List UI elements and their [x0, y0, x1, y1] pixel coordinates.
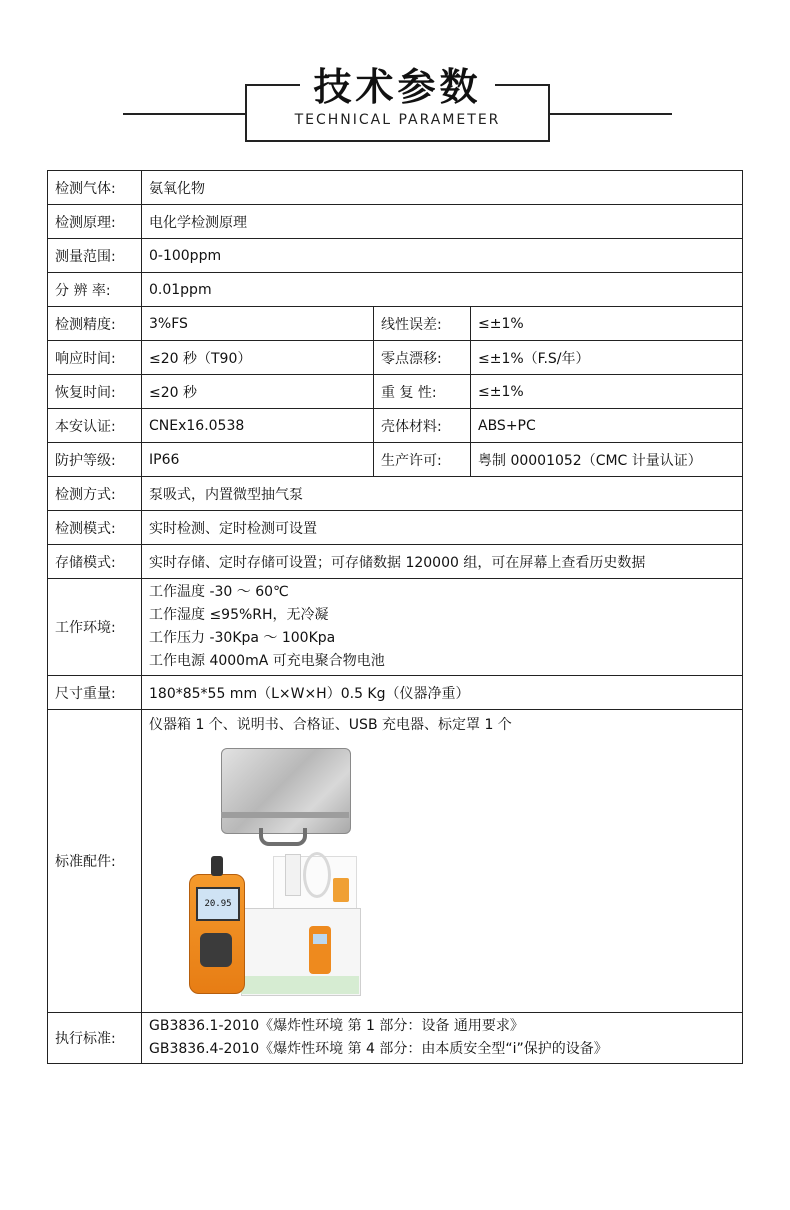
- environment-line: 工作压力 -30Kpa ～ 100Kpa: [149, 630, 336, 646]
- case-handle: [259, 828, 307, 846]
- row-label: 分 辨 率:: [48, 273, 142, 307]
- row-label: 测量范围:: [48, 239, 142, 273]
- row-value: ≤±1%: [471, 375, 743, 409]
- row-value: 实时存储、定时存储可设置；可存储数据 120000 组，可在屏幕上查看历史数据: [142, 545, 743, 579]
- row-value: 实时检测、定时检测可设置: [142, 511, 743, 545]
- manual-band: [241, 976, 359, 994]
- row-label: 检测气体:: [48, 171, 142, 205]
- page-subtitle: TECHNICAL PARAMETER: [294, 112, 501, 128]
- environment-line: 工作电源 4000mA 可充电聚合物电池: [149, 653, 385, 669]
- row-label: 检测原理:: [48, 205, 142, 239]
- spec-table: [47, 170, 743, 1064]
- row-value: 电化学检测原理: [142, 205, 743, 239]
- row-value: 180*85*55 mm（L×W×H）0.5 Kg（仪器净重）: [142, 676, 743, 710]
- device-screen: 20.95: [196, 887, 240, 921]
- environment-values: [142, 579, 743, 676]
- table-row: [48, 273, 743, 307]
- table-row: [48, 171, 743, 205]
- row-label: 检测模式:: [48, 511, 142, 545]
- product-photo: [204, 748, 409, 998]
- row-label: 零点漂移:: [374, 341, 471, 375]
- accessories-text: 仪器箱 1 个、说明书、合格证、USB 充电器、标定罩 1 个: [149, 717, 512, 733]
- row-value: 泵吸式，内置微型抽气泵: [142, 477, 743, 511]
- row-value: ≤20 秒: [142, 375, 374, 409]
- row-label: 壳体材料:: [374, 409, 471, 443]
- row-value: 3%FS: [142, 307, 374, 341]
- card-image: [285, 854, 301, 896]
- usb-cable-image: [303, 852, 331, 898]
- row-label: 线性误差:: [374, 307, 471, 341]
- row-value: 氨氧化物: [142, 171, 743, 205]
- table-row: [48, 477, 743, 511]
- accessories-cell: [142, 710, 743, 1013]
- standards-values: [142, 1013, 743, 1064]
- row-label: 生产许可:: [374, 443, 471, 477]
- standard-line: GB3836.4-2010《爆炸性环境 第 4 部分：由本质安全型“i”保护的设备》: [149, 1041, 608, 1057]
- table-row: [48, 443, 743, 477]
- instrument-case-image: [221, 748, 351, 834]
- row-label: 检测精度:: [48, 307, 142, 341]
- table-row: [48, 239, 743, 273]
- table-row: [48, 341, 743, 375]
- table-row: [48, 545, 743, 579]
- row-label: 恢复时间:: [48, 375, 142, 409]
- row-value: ≤20 秒（T90）: [142, 341, 374, 375]
- table-row: [48, 676, 743, 710]
- header-rule-left: [123, 113, 245, 115]
- header-frame-top-left: [245, 84, 300, 86]
- row-label: 存储模式:: [48, 545, 142, 579]
- row-value: 0-100ppm: [142, 239, 743, 273]
- calibration-cap-image: [333, 878, 349, 902]
- row-value: ABS+PC: [471, 409, 743, 443]
- gas-detector-image: [189, 874, 245, 994]
- table-row: [48, 1013, 743, 1064]
- section-header: [0, 0, 790, 160]
- standard-line: GB3836.1-2010《爆炸性环境 第 1 部分：设备 通用要求》: [149, 1018, 524, 1034]
- case-band: [221, 812, 349, 818]
- table-row: [48, 710, 743, 1013]
- row-label: 防护等级:: [48, 443, 142, 477]
- device-sensor-cap: [211, 856, 223, 876]
- table-row: [48, 307, 743, 341]
- device-keypad: [200, 933, 232, 967]
- row-value: IP66: [142, 443, 374, 477]
- manual-device-screen: [313, 934, 327, 944]
- row-value: 0.01ppm: [142, 273, 743, 307]
- table-row: [48, 409, 743, 443]
- environment-line: 工作湿度 ≤95%RH，无冷凝: [149, 607, 329, 623]
- page-title: 技术参数: [313, 65, 482, 109]
- table-row: [48, 511, 743, 545]
- row-label: 工作环境:: [48, 579, 142, 676]
- row-value: ≤±1%（F.S/年）: [471, 341, 743, 375]
- header-frame-top-right: [495, 84, 550, 86]
- row-label: 执行标准:: [48, 1013, 142, 1064]
- table-row: [48, 205, 743, 239]
- environment-line: 工作温度 -30 ～ 60℃: [149, 584, 289, 600]
- row-label: 标准配件:: [48, 710, 142, 1013]
- table-row: [48, 375, 743, 409]
- row-label: 本安认证:: [48, 409, 142, 443]
- header-rule-right: [550, 113, 672, 115]
- row-label: 响应时间:: [48, 341, 142, 375]
- row-label: 重 复 性:: [374, 375, 471, 409]
- table-row: [48, 579, 743, 676]
- row-value: 粤制 00001052（CMC 计量认证）: [471, 443, 743, 477]
- row-label: 检测方式:: [48, 477, 142, 511]
- row-label: 尺寸重量:: [48, 676, 142, 710]
- row-value: ≤±1%: [471, 307, 743, 341]
- row-value: CNEx16.0538: [142, 409, 374, 443]
